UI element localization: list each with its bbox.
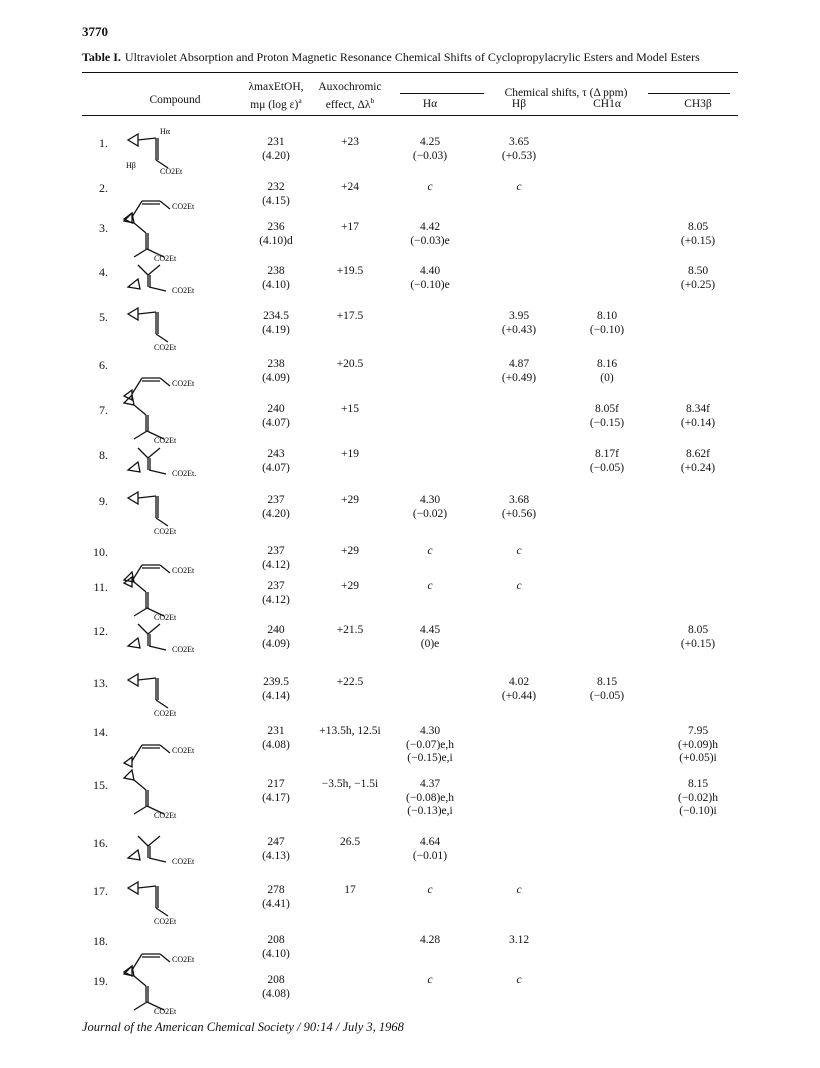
h-beta-cell-line: 3.68 [508,494,530,506]
log-epsilon-value: (4.10) [262,278,290,291]
log-epsilon-value: (4.17) [262,791,290,804]
ch3-beta-cell-line: 8.15 [687,778,709,790]
h-beta-cell [484,676,554,703]
h-alpha-cell [395,884,465,898]
header-ch3-beta: CH3β [684,98,712,110]
h-beta-cell [484,136,554,163]
table-label: Table I. [82,50,121,64]
header-h-alpha: Hα [422,98,438,110]
h-alpha-cell [395,545,465,559]
h-beta-cell-line: c [516,545,522,557]
h-alpha-cell-line: 4.45 [419,624,441,636]
auxochromic-effect-cell: +23 [341,136,359,148]
ch3-beta-cell-line: 7.95 [687,725,709,737]
auxochromic-effect-cell: +13.5h, 12.5i [319,725,381,737]
log-epsilon-value: (4.14) [262,689,290,702]
auxochromic-effect-cell: +19.5 [336,265,364,277]
lambda-value: 232 [267,181,285,193]
h-alpha-cell [395,494,465,521]
table-title [82,50,742,65]
ch3-beta-cell [662,265,734,292]
h-alpha-cell [395,725,465,766]
h-beta-cell-line: 3.65 [508,136,530,148]
h-alpha-cell [395,934,465,948]
h-beta-cell [484,358,554,385]
h-alpha-cell-line: (0)e [420,637,440,650]
ch3-beta-cell-line: (+0.24) [680,461,716,474]
h-alpha-cell-line: 4.42 [419,221,441,233]
ch1-alpha-cell-line: 8.17f [595,448,619,460]
compound-number: 2. [99,181,108,195]
auxochromic-effect-cell: +24 [341,181,359,193]
structure-label: CO2Et [154,527,177,536]
lambda-max-cell [246,494,306,521]
ch3-beta-cell-line: 8.34f [686,403,710,415]
h-alpha-cell-line: (−0.03) [412,149,448,162]
h-alpha-cell [395,974,465,988]
auxochromic-effect-cell: +19 [341,448,359,460]
structure-label: CO2Et [172,286,195,295]
isopropyl-acrylate-icon [120,962,230,1018]
table-caption: Ultraviolet Absorption and Proton Magnetic Resonance Chemical Shifts of Cyclopropylacrylic Esters and Model Esters [124,50,700,64]
h-beta-cell [484,974,554,988]
ch3-beta-cell [662,624,734,651]
lambda-value: 236 [267,221,285,233]
lambda-value: 239.5 [263,676,289,688]
compound-number: 15. [93,778,108,792]
structure-drawing [120,872,230,928]
lambda-value: 231 [267,136,285,148]
h-alpha-cell-line: (−0.13)e,i [407,805,453,817]
h-alpha-cell-line: c [427,545,433,557]
lambda-max-cell [246,403,306,430]
ch3-beta-cell-line: 8.05 [687,221,709,233]
h-beta-cell-line: c [516,884,522,896]
lambda-max-cell [246,934,306,961]
cyclopropyl-acrylate-icon [120,482,230,538]
h-alpha-cell-line: (−0.01) [412,849,448,862]
h-beta-cell [484,181,554,195]
h-beta-cell-line: 3.95 [508,310,530,322]
log-epsilon-value: (4.15) [262,194,290,207]
h-beta-cell [484,310,554,337]
log-epsilon-value: (4.08) [262,738,290,751]
log-epsilon-value: (4.12) [262,593,290,606]
lambda-value: 217 [267,778,285,790]
ch3-beta-cell [662,448,734,475]
compound-number: 8. [99,448,108,462]
ch1-alpha-cell [572,676,642,703]
cyclopropyl-dienoate-icon [120,872,230,928]
log-epsilon-value: (4.13) [262,849,290,862]
ch3-beta-cell-line: (+0.14) [680,416,716,429]
ch3-beta-cell-line: 8.05 [687,624,709,636]
compound-number: 7. [99,403,108,417]
log-epsilon-value: (4.10)d [259,234,293,247]
h-alpha-cell-line: (−0.02) [412,507,448,520]
lambda-value: 237 [267,545,285,557]
lambda-max-cell [246,545,306,572]
compound-number: 19. [93,974,108,988]
h-beta-cell-line: c [516,974,522,986]
compound-number: 11. [93,580,108,594]
auxochromic-effect-cell: +20.5 [336,358,364,370]
structure-label: CO2Et [172,746,195,755]
ch1-alpha-cell-line: (−0.05) [589,689,625,702]
lambda-max-cell [246,676,306,703]
ch1-alpha-cell [572,310,642,337]
header-aux-bottom: effect, $\Delta\lambda^b$ [325,96,375,111]
header-compound: Compound [149,94,201,106]
h-beta-cell-line: (+0.53) [501,149,537,162]
compound-number: 5. [99,310,108,324]
lambda-max-cell [246,221,306,248]
table-header-rule [82,115,738,116]
structure-drawing [120,482,230,538]
structure-label: Hα [160,127,170,136]
ch3-beta-cell [662,725,734,766]
h-beta-cell [484,494,554,521]
h-alpha-cell-line: 4.28 [419,934,441,946]
h-alpha-cell [395,265,465,292]
auxochromic-effect-cell: +15 [341,403,359,415]
h-alpha-cell-line: c [427,884,433,896]
log-epsilon-value: (4.20) [262,507,290,520]
lambda-value: 208 [267,934,285,946]
h-beta-cell-line: (+0.44) [501,689,537,702]
log-epsilon-value: (4.10) [262,947,290,960]
header-span-line-left [400,93,484,94]
compound-number: 6. [99,358,108,372]
structure-drawing [120,664,230,720]
ch3-beta-cell-line: (+0.15) [680,637,716,650]
compound-number: 14. [93,725,108,739]
lambda-max-cell [246,884,306,911]
structure-label: CO2Et [160,167,183,176]
lambda-value: 278 [267,884,285,896]
structure-label: CO2Et [154,613,177,622]
h-alpha-cell-line: (−0.07)e,h [406,738,454,751]
lambda-max-cell [246,310,306,337]
auxochromic-effect-cell: −3.5h, −1.5i [321,778,379,790]
h-alpha-cell-line: (−0.08)e,h [406,791,454,804]
log-epsilon-value: (4.07) [262,416,290,429]
lambda-value: 240 [267,403,285,415]
h-beta-cell-line: 3.12 [508,934,530,946]
h-alpha-cell-line: 4.40 [419,265,441,277]
compound-number: 4. [99,265,108,279]
ch3-beta-cell-line: 8.62f [686,448,710,460]
structure-drawing [120,713,230,769]
ch1-alpha-cell-line: (0) [600,371,614,384]
ch3-beta-cell-line: (+0.25) [680,278,716,291]
log-epsilon-value: (4.12) [262,558,290,571]
lambda-max-cell [246,725,306,752]
lambda-value: 208 [267,974,285,986]
lambda-value: 231 [267,725,285,737]
auxochromic-effect-cell: +22.5 [336,676,364,688]
h-alpha-cell-line: 4.64 [419,836,441,848]
page-number: 3770 [82,24,108,39]
structure-label: CO2Et [154,436,177,445]
ch1-alpha-cell-line: 8.16 [596,358,618,370]
structure-label: CO2Et [172,379,195,388]
structure-drawing [120,612,230,668]
compound-number: 3. [99,221,108,235]
compound-number: 17. [93,884,108,898]
header-auxochromic [306,80,394,112]
ch3-beta-cell-line: (+0.09)h [677,738,719,751]
cyclopropyl-acrylate-icon [120,766,230,822]
h-alpha-cell-line: (−0.15)e,i [407,752,453,764]
lambda-value: 237 [267,494,285,506]
lambda-max-cell [246,778,306,805]
lambda-value: 240 [267,624,285,636]
h-alpha-cell-line: (−0.10)e [410,278,450,291]
header-ch1-alpha: CH1α [593,98,621,110]
ch1-alpha-cell-line: 8.15 [596,676,618,688]
h-alpha-cell-line: c [427,580,433,592]
h-beta-cell-line: c [516,181,522,193]
structure-label: CO2Et [172,955,195,964]
auxochromic-effect-cell: +17 [341,221,359,233]
compound-number: 18. [93,934,108,948]
structure-label: CO2Et [154,917,177,926]
structure-drawing [120,962,230,1018]
h-beta-cell [484,934,554,948]
lambda-value: 234.5 [263,310,289,322]
header-lambda-top: λmaxEtOH, [248,81,304,93]
h-alpha-cell-line: 4.30 [419,725,441,737]
lambda-max-cell [246,836,306,863]
lambda-max-cell [246,181,306,208]
ch3-beta-cell-line: (−0.10)i [679,805,717,817]
h-beta-cell-line: 4.87 [508,358,530,370]
compound-number: 9. [99,494,108,508]
auxochromic-effect-cell: +17.5 [336,310,364,322]
h-alpha-cell-line: (−0.03)e [410,234,450,247]
structure-label: Hβ [126,161,136,170]
ch3-beta-cell [662,403,734,430]
structure-label: CO2Et [154,254,177,263]
lambda-value: 237 [267,580,285,592]
h-beta-cell [484,580,554,594]
h-alpha-cell [395,221,465,248]
ch3-beta-cell-line: 8.50 [687,265,709,277]
ch3-beta-cell-line: (+0.05)i [679,752,717,764]
lambda-max-cell [246,580,306,607]
header-span-line-right [648,93,730,94]
lambda-max-cell [246,624,306,651]
log-epsilon-value: (4.07) [262,461,290,474]
ch3-beta-cell [662,221,734,248]
h-alpha-cell-line: 4.30 [419,494,441,506]
auxochromic-effect-cell: +29 [341,545,359,557]
cyclopropyl-acrylate-icon [120,612,230,668]
h-beta-cell-line: (+0.49) [501,371,537,384]
ch1-alpha-cell-line: (−0.10) [589,323,625,336]
table-top-rule [82,72,738,73]
compound-number: 10. [93,545,108,559]
h-beta-cell [484,545,554,559]
auxochromic-effect-cell: 26.5 [339,836,361,848]
h-alpha-cell [395,136,465,163]
lambda-max-cell [246,358,306,385]
h-alpha-cell [395,181,465,195]
log-epsilon-value: (4.08) [262,987,290,1000]
compound-number: 13. [93,676,108,690]
ch3-beta-cell-line: (+0.15) [680,234,716,247]
lambda-max-cell [246,136,306,163]
structure-label: CO2Et [154,709,177,718]
compound-number: 16. [93,836,108,850]
h-alpha-cell-line: c [427,974,433,986]
h-alpha-cell [395,778,465,819]
lambda-value: 238 [267,358,285,370]
ch1-alpha-cell [572,358,642,385]
lambda-max-cell [246,448,306,475]
ch1-alpha-cell-line: 8.10 [596,310,618,322]
log-epsilon-value: (4.09) [262,371,290,384]
log-epsilon-value: (4.19) [262,323,290,336]
lambda-max-cell [246,265,306,292]
cyclopropyl-acrylate-icon [120,713,230,769]
h-alpha-cell [395,580,465,594]
h-alpha-cell [395,624,465,651]
lambda-value: 238 [267,265,285,277]
cyclopropyl-acrylate-icon [120,664,230,720]
structure-label: CO2Et. [172,469,197,478]
structure-label: CO2Et [172,202,195,211]
auxochromic-effect-cell: +29 [341,494,359,506]
h-alpha-cell-line: 4.37 [419,778,441,790]
ch3-beta-cell [662,778,734,819]
structure-label: CO2Et [154,343,177,352]
lambda-value: 243 [267,448,285,460]
structure-label: CO2Et [154,1007,177,1016]
ch1-alpha-cell [572,448,642,475]
h-alpha-cell [395,836,465,863]
log-epsilon-value: (4.09) [262,637,290,650]
header-lambda [246,80,306,112]
header-lambda-bottom: mμ (log ε)$^a$ [250,96,302,111]
auxochromic-effect-cell: 17 [344,884,356,896]
lambda-value: 247 [267,836,285,848]
structure-label: CO2Et [172,645,195,654]
structure-label: CO2Et [172,566,195,575]
ch1-alpha-cell-line: (−0.05) [589,461,625,474]
ch1-alpha-cell [572,403,642,430]
h-alpha-cell-line: c [427,181,433,193]
ch1-alpha-cell-line: (−0.15) [589,416,625,429]
h-beta-cell-line: (+0.43) [501,323,537,336]
h-beta-cell [484,884,554,898]
header-h-beta: Hβ [511,98,527,110]
auxochromic-effect-cell: +21.5 [336,624,364,636]
compound-number: 1. [99,136,108,150]
compound-number: 12. [93,624,108,638]
header-chemical-shifts: Chemical shifts, τ (Δ ppm) [504,87,628,99]
structure-drawing [120,766,230,822]
log-epsilon-value: (4.41) [262,897,290,910]
h-alpha-cell-line: 4.25 [419,136,441,148]
lambda-max-cell [246,974,306,1001]
ch1-alpha-cell-line: 8.05f [595,403,619,415]
auxochromic-effect-cell: +29 [341,580,359,592]
header-aux-top: Auxochromic [318,81,382,93]
h-beta-cell-line: c [516,580,522,592]
structure-label: CO2Et [154,811,177,820]
log-epsilon-value: (4.20) [262,149,290,162]
h-beta-cell-line: 4.02 [508,676,530,688]
ch3-beta-cell-line: (−0.02)h [677,791,719,804]
h-beta-cell-line: (+0.56) [501,507,537,520]
journal-footer: Journal of the American Chemical Society / 90:14 / July 3, 1968 [82,1020,404,1034]
structure-label: CO2Et [172,857,195,866]
